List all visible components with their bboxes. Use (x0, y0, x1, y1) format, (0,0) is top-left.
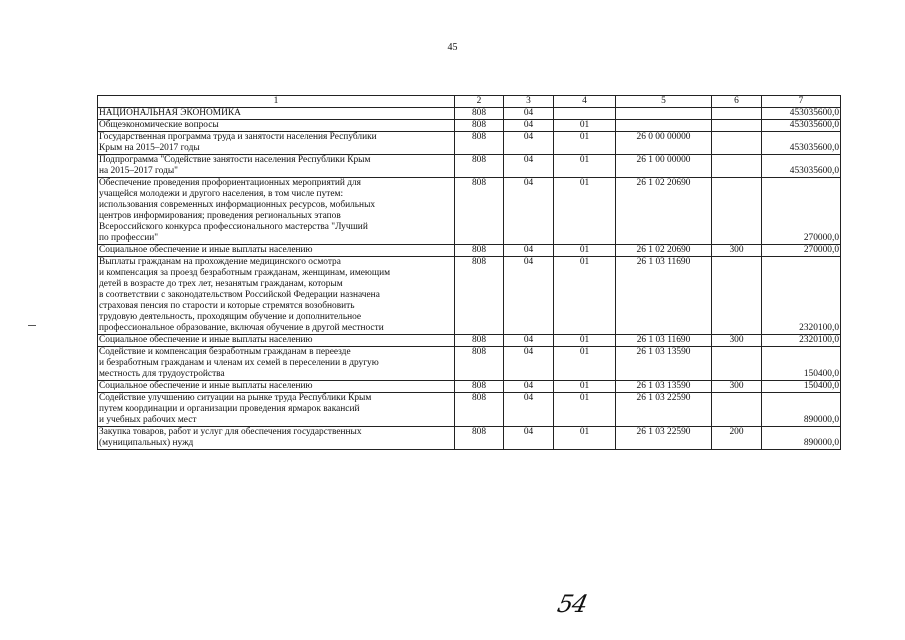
table-row (98, 132, 841, 155)
table-row (98, 257, 841, 335)
table-body (98, 108, 841, 450)
table-row (98, 245, 841, 257)
row-sum-cell: 270000,0 (762, 178, 841, 245)
row-subsection-cell: 01 (554, 335, 616, 347)
table-row (98, 393, 841, 427)
row-code-cell: 808 (455, 132, 504, 155)
header-cell: 7 (762, 96, 841, 108)
header-cell: 1 (98, 96, 455, 108)
row-code-cell: 808 (455, 347, 504, 381)
row-target-article-cell (616, 120, 712, 132)
row-sum-cell: 453035600,0 (762, 155, 841, 178)
row-code-cell: 808 (455, 155, 504, 178)
row-code-cell: 808 (455, 245, 504, 257)
margin-mark (28, 325, 36, 326)
table-row (98, 427, 841, 450)
row-code-cell: 808 (455, 381, 504, 393)
header-cell: 6 (712, 96, 762, 108)
row-name-cell: Общеэкономические вопросы (98, 120, 455, 132)
row-sum-cell: 453035600,0 (762, 132, 841, 155)
row-code-cell: 808 (455, 108, 504, 120)
handwritten-page-number: 54 (555, 590, 590, 618)
row-code-cell: 808 (455, 178, 504, 245)
row-name-cell: Социальное обеспечение и иные выплаты населению (98, 245, 455, 257)
row-code-cell: 808 (455, 393, 504, 427)
row-sum-cell: 453035600,0 (762, 120, 841, 132)
row-subsection-cell: 01 (554, 132, 616, 155)
budget-table (97, 95, 841, 450)
row-section-cell: 04 (504, 245, 554, 257)
row-code-cell: 808 (455, 335, 504, 347)
row-expense-type-cell (712, 257, 762, 335)
row-target-article-cell: 26 1 03 13590 (616, 381, 712, 393)
row-code-cell: 808 (455, 120, 504, 132)
row-section-cell: 04 (504, 257, 554, 335)
row-section-cell: 04 (504, 381, 554, 393)
table-row (98, 381, 841, 393)
header-cell: 5 (616, 96, 712, 108)
row-target-article-cell: 26 1 02 20690 (616, 178, 712, 245)
row-sum-cell: 890000,0 (762, 427, 841, 450)
table-row (98, 108, 841, 120)
header-cell: 3 (504, 96, 554, 108)
row-section-cell: 04 (504, 393, 554, 427)
page-number: 45 (447, 42, 458, 53)
row-section-cell: 04 (504, 132, 554, 155)
row-expense-type-cell (712, 108, 762, 120)
row-expense-type-cell (712, 393, 762, 427)
row-name-cell: Социальное обеспечение и иные выплаты населению (98, 335, 455, 347)
row-sum-cell: 2320100,0 (762, 335, 841, 347)
row-name-cell: Подпрограмма "Содействие занятости населения Республики Крым на 2015–2017 годы" (98, 155, 455, 178)
table-header-row (98, 96, 841, 108)
row-expense-type-cell (712, 120, 762, 132)
row-name-cell: НАЦИОНАЛЬНАЯ ЭКОНОМИКА (98, 108, 455, 120)
row-section-cell: 04 (504, 108, 554, 120)
table-row (98, 335, 841, 347)
row-name-cell: Государственная программа труда и занятости населения Республики Крым на 2015–2017 годы (98, 132, 455, 155)
row-target-article-cell: 26 1 03 11690 (616, 257, 712, 335)
row-code-cell: 808 (455, 257, 504, 335)
row-section-cell: 04 (504, 427, 554, 450)
row-name-cell: Содействие и компенсация безработным гражданам в переезде и безработным гражданам и членам их семей в переселении в другую местность для трудоустройства (98, 347, 455, 381)
row-expense-type-cell: 300 (712, 381, 762, 393)
header-cell: 2 (455, 96, 504, 108)
row-sum-cell: 453035600,0 (762, 108, 841, 120)
row-name-cell: Выплаты гражданам на прохождение медицинского осмотра и компенсация за проезд безработным гражданам, женщинам, имеющим детей в возрасте до трех лет, незанятым гражданам, которым в соответствии с законодательством Российской Федерации назначена страховая пенсия по старости и которые стремятся возобновить трудовую деятельность, проходящим обучение и дополнительное профессиональное образование, включая обучение в другой местности (98, 257, 455, 335)
row-section-cell: 04 (504, 335, 554, 347)
row-target-article-cell: 26 1 03 13590 (616, 347, 712, 381)
row-expense-type-cell: 300 (712, 335, 762, 347)
row-section-cell: 04 (504, 178, 554, 245)
row-expense-type-cell (712, 347, 762, 381)
row-section-cell: 04 (504, 347, 554, 381)
row-subsection-cell (554, 108, 616, 120)
row-sum-cell: 890000,0 (762, 393, 841, 427)
row-target-article-cell: 26 1 03 11690 (616, 335, 712, 347)
table-row (98, 155, 841, 178)
header-cell: 4 (554, 96, 616, 108)
table-row (98, 120, 841, 132)
row-name-cell: Содействие улучшению ситуации на рынке труда Республики Крым путем координации и организации проведения ярмарок вакансий и учебных рабочих мест (98, 393, 455, 427)
row-section-cell: 04 (504, 155, 554, 178)
row-sum-cell: 270000,0 (762, 245, 841, 257)
row-name-cell: Закупка товаров, работ и услуг для обеспечения государственных (муниципальных) нужд (98, 427, 455, 450)
row-subsection-cell: 01 (554, 245, 616, 257)
row-target-article-cell: 26 1 03 22590 (616, 393, 712, 427)
row-subsection-cell: 01 (554, 155, 616, 178)
row-subsection-cell: 01 (554, 427, 616, 450)
table-row (98, 347, 841, 381)
row-name-cell: Социальное обеспечение и иные выплаты населению (98, 381, 455, 393)
table-row (98, 178, 841, 245)
row-code-cell: 808 (455, 427, 504, 450)
row-subsection-cell: 01 (554, 257, 616, 335)
row-section-cell: 04 (504, 120, 554, 132)
row-sum-cell: 150400,0 (762, 381, 841, 393)
row-subsection-cell: 01 (554, 381, 616, 393)
row-subsection-cell: 01 (554, 178, 616, 245)
row-expense-type-cell (712, 132, 762, 155)
row-sum-cell: 2320100,0 (762, 257, 841, 335)
row-expense-type-cell: 200 (712, 427, 762, 450)
row-target-article-cell: 26 1 00 00000 (616, 155, 712, 178)
row-target-article-cell (616, 108, 712, 120)
row-subsection-cell: 01 (554, 347, 616, 381)
row-target-article-cell: 26 0 00 00000 (616, 132, 712, 155)
row-expense-type-cell (712, 155, 762, 178)
row-subsection-cell: 01 (554, 120, 616, 132)
row-subsection-cell: 01 (554, 393, 616, 427)
row-expense-type-cell: 300 (712, 245, 762, 257)
row-sum-cell: 150400,0 (762, 347, 841, 381)
row-target-article-cell: 26 1 03 22590 (616, 427, 712, 450)
row-expense-type-cell (712, 178, 762, 245)
row-target-article-cell: 26 1 02 20690 (616, 245, 712, 257)
row-name-cell: Обеспечение проведения профориентационных мероприятий для учащейся молодежи и другого населения, в том числе путем: использования современных информационных ресурсов, мобильных центров информирования; проведения региональных этапов Всероссийского конкурса профессионального мастерства "Лучший по профессии" (98, 178, 455, 245)
